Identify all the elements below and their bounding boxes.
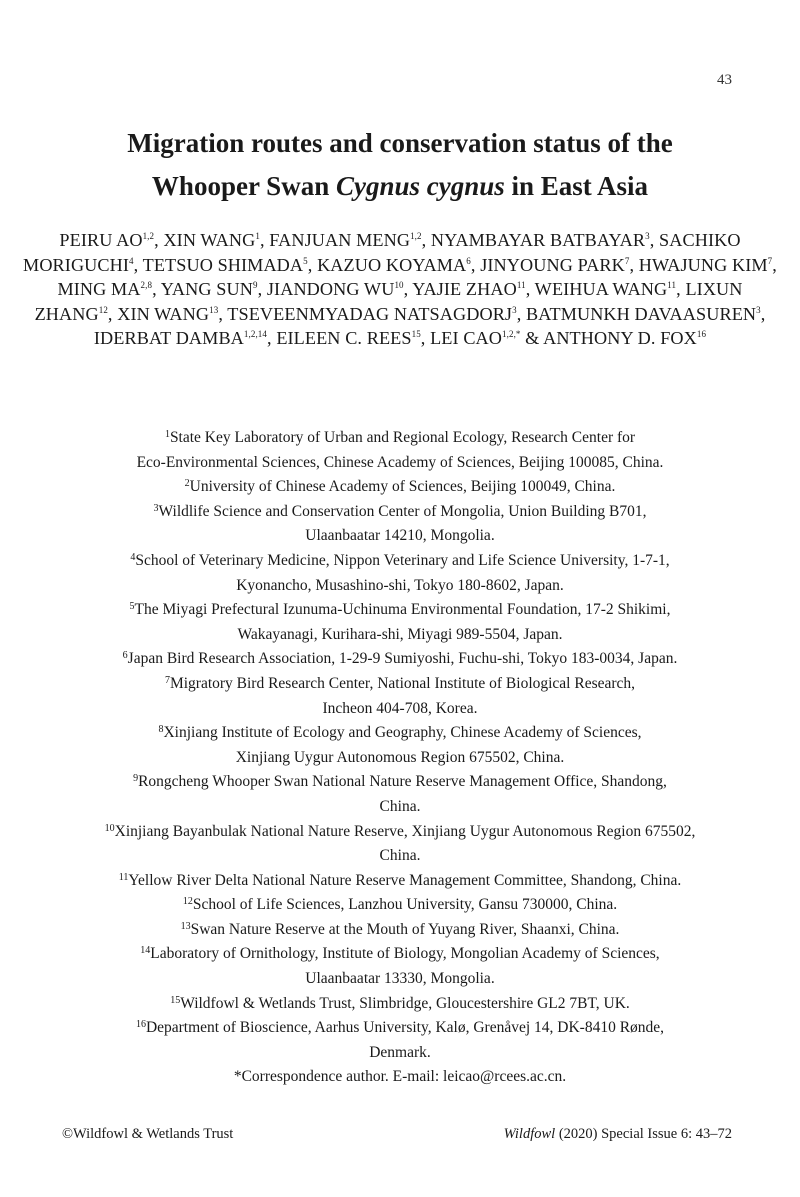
author [276,328,430,348]
author-affiliation-marker: 3 [512,304,517,315]
author-affiliation-marker: 1,2 [410,231,422,241]
author-name: WEIHUA WANG [534,279,668,300]
affiliation-number: 3 [153,502,159,514]
author-affiliation-marker: 1 [255,231,260,241]
footer-citation [504,1126,732,1143]
author-name: LEI CAO [430,328,503,349]
author [161,279,267,299]
author [430,328,543,348]
author [94,328,276,348]
affiliation-number: 15 [170,994,181,1006]
affiliation-text: Wildfowl & Wetlands Trust, Slimbridge, Gloucestershire GL2 7BT, UK. [180,994,630,1012]
title-line-2-suffix: in East Asia [504,171,649,201]
author-name: NYAMBAYAR BATBAYAR [430,230,646,250]
author-name: PEIRU AO [59,230,143,250]
author-separator: & [520,328,544,349]
author-affiliation-marker: 13 [209,304,219,315]
affiliation-line [30,1065,770,1090]
affiliation-text: Denmark. [369,1043,431,1061]
author-affiliation-marker: 15 [411,329,421,340]
affiliation-line [30,672,770,697]
affiliation-text: Swan Nature Reserve at the Mouth of Yuyang River, Shaanxi, China. [190,920,620,938]
author [317,255,480,275]
affiliation-text: Rongcheng Whooper Swan National Nature Reserve Management Office, Shandong, [138,773,667,791]
affiliation-text: Xinjiang Institute of Ecology and Geography, Chinese Academy of Sciences, [163,724,642,742]
affiliation-line [30,500,770,525]
author-separator: , [676,279,686,300]
affiliation-number: 6 [122,650,128,662]
author [117,304,227,324]
affiliation-text: Xinjiang Uygur Autonomous Region 675502, China. [235,748,565,766]
affiliation-text: Laboratory of Ornithology, Institute of Biology, Mongolian Academy of Sciences, [150,945,660,963]
affiliation-text: Wakayanagi, Kurihara-shi, Miyagi 989-5504, Japan. [237,625,563,643]
author [227,304,526,324]
author-affiliation-marker: 7 [624,255,630,266]
article-title [40,122,760,208]
author-affiliation-marker: 11 [516,280,526,291]
author [535,279,686,299]
affiliation-number: 13 [180,920,191,932]
page-number: 43 [717,72,732,88]
author-affiliation-marker: 1,2,* [502,329,521,340]
author-affiliation-marker: 5 [303,255,308,266]
affiliation-text: The Miyagi Prefectural Izunuma-Uchinuma Environmental Foundation, 17-2 Shikimi, [134,601,671,619]
affiliation-number: 1 [164,429,170,440]
author-separator: , [516,303,527,324]
affiliation-text: School of Veterinary Medicine, Nippon Veterinary and Life Science University, 1-7-1, [135,551,670,569]
affiliation-line [30,992,770,1017]
affiliation-number: 2 [184,478,190,490]
author-name: FANJUAN MENG [269,230,411,250]
author-name: XIN WANG [117,303,210,324]
affiliation-number: 10 [104,822,115,834]
author-affiliation-marker: 16 [696,329,707,340]
affiliation-text: University of Chinese Academy of Sciences, Beijing 100049, China. [189,478,616,496]
affiliation-number: 12 [182,896,193,908]
author-name: YANG SUN [160,279,253,300]
affiliation-line [30,721,770,746]
affiliation-number: 14 [140,945,151,957]
author-name: SACHIKO MORIGUCHI [23,230,741,275]
author-separator: , [257,279,267,300]
affiliation-text: *Correspondence author. E-mail: leicao@rcees.ac.cn. [233,1068,567,1086]
author [57,279,160,299]
author [639,255,777,275]
affiliation-number: 9 [133,773,139,785]
author-separator: , [403,279,413,300]
author-name: XIN WANG [163,230,256,250]
footer-copyright: ©Wildfowl & Wetlands Trust [62,1126,234,1142]
affiliation-line [30,893,770,918]
author-separator: , [470,254,481,275]
author-affiliation-marker: 4 [129,255,134,266]
author-separator: , [760,303,766,324]
author [526,304,765,324]
author-affiliation-marker: 1,2,14 [243,329,268,340]
author-affiliation-marker: 6 [466,255,471,266]
author-separator: , [267,328,277,349]
author-list [20,228,780,351]
affiliation-line [30,942,770,967]
affiliation-line [30,426,770,451]
author-name: YAJIE ZHAO [412,279,517,300]
affiliation-text: Department of Bioscience, Aarhus University, Kalø, Grenåvej 14, DK-8410 Rønde, [145,1019,665,1037]
author-name: EILEEN C. REES [276,328,412,349]
affiliation-text: School of Life Sciences, Lanzhou University, Gansu 730000, China. [192,896,618,914]
author [543,328,706,348]
affiliation-line [30,524,770,549]
affiliation-list [30,426,770,1090]
affiliation-text: Xinjiang Bayanbulak National Nature Reserve, Xinjiang Uygur Autonomous Region 675502, [114,822,696,840]
affiliation-text: Yellow River Delta National Nature Reserve Management Committee, Shandong, China. [128,871,682,889]
affiliation-line [30,967,770,992]
author [480,255,639,275]
affiliation-line [30,623,770,648]
affiliation-line [30,869,770,894]
author-name: TETSUO SHIMADA [142,254,304,275]
author [431,230,659,250]
author-name: KAZUO KOYAMA [317,254,467,275]
author-name: JIANDONG WU [266,279,395,300]
author-separator: , [420,328,431,349]
affiliation-line [30,918,770,943]
affiliation-number: 16 [135,1019,146,1031]
author-affiliation-marker: 11 [667,280,677,291]
affiliation-line [30,746,770,771]
affiliation-text: Japan Bird Research Association, 1-29-9 Sumiyoshi, Fuchu-shi, Tokyo 183-0034, Japan. [127,650,678,668]
affiliation-text: Ulaanbaatar 13330, Mongolia. [305,970,495,988]
author [267,279,412,299]
affiliation-number: 8 [158,724,164,736]
author-separator: , [154,230,164,250]
title-line-2-prefix: Whooper Swan [151,171,336,201]
journal-citation: (2020) Special Issue 6: 43–72 [555,1126,732,1142]
author-separator: , [525,279,535,300]
affiliation-line [30,1016,770,1041]
affiliation-text: Wildlife Science and Conservation Center of Mongolia, Union Building B701, [158,502,647,520]
affiliation-line [30,795,770,820]
author-name: TSEVEENMYADAG NATSAGDORJ [227,303,513,324]
affiliation-number: 11 [118,871,129,883]
affiliation-line [30,549,770,574]
author-affiliation-marker: 3 [756,304,761,315]
author-name: HWAJUNG KIM [638,254,768,275]
affiliation-line [30,574,770,599]
affiliation-number: 7 [164,674,170,686]
author-name: BATMUNKH DAVAASUREN [526,303,757,324]
affiliation-text: Incheon 404-708, Korea. [322,699,478,717]
author-separator: , [307,254,318,275]
affiliation-number: 5 [129,601,135,613]
journal-name: Wildfowl [503,1126,556,1142]
author-separator: , [421,230,431,250]
affiliation-line [30,475,770,500]
author-affiliation-marker: 10 [394,280,404,291]
author-separator: , [649,230,660,250]
affiliation-line [30,844,770,869]
affiliation-text: Ulaanbaatar 14210, Mongolia. [305,527,495,545]
author-affiliation-marker: 7 [767,255,773,266]
author-affiliation-marker: 9 [252,280,258,291]
author [412,279,534,299]
title-line-1: Migration routes and conservation status of the [127,128,673,158]
author-separator: , [107,303,118,324]
affiliation-line [30,647,770,672]
author [269,230,431,250]
author-name: ANTHONY D. FOX [543,328,697,349]
affiliation-text: China. [379,847,421,865]
author-name: JINYOUNG PARK [480,254,625,275]
affiliation-text: Eco-Environmental Sciences, Chinese Academy of Sciences, Beijing 100085, China. [136,453,664,471]
species-name: Cygnus cygnus [335,171,505,201]
affiliation-text: Kyonancho, Musashino-shi, Tokyo 180-8602, Japan. [236,576,564,594]
author-separator: , [629,254,639,275]
affiliation-line [30,770,770,795]
author-separator: , [152,279,161,300]
author-separator: , [259,230,270,250]
affiliation-line [30,598,770,623]
author-name: LIXUN ZHANG [34,279,743,324]
affiliation-line [30,820,770,845]
author [143,255,317,275]
author [59,230,163,250]
author-name: IDERBAT DAMBA [93,328,244,349]
affiliation-line [30,697,770,722]
author-name: MING MA [57,279,141,300]
author-separator: , [772,254,777,275]
author-affiliation-marker: 3 [645,231,650,241]
affiliation-text: China. [379,797,421,815]
author-separator: , [218,303,228,324]
affiliation-text: State Key Laboratory of Urban and Regional Ecology, Research Center for [169,429,636,446]
affiliation-line [30,451,770,476]
author-affiliation-marker: 12 [98,304,108,315]
author-affiliation-marker: 1,2 [142,231,155,241]
author-separator: , [133,254,143,275]
affiliation-text: Migratory Bird Research Center, National Institute of Biological Research, [169,674,636,692]
affiliation-number: 4 [130,551,136,563]
author [163,230,269,250]
affiliation-line [30,1041,770,1066]
author-affiliation-marker: 2,8 [140,280,153,291]
